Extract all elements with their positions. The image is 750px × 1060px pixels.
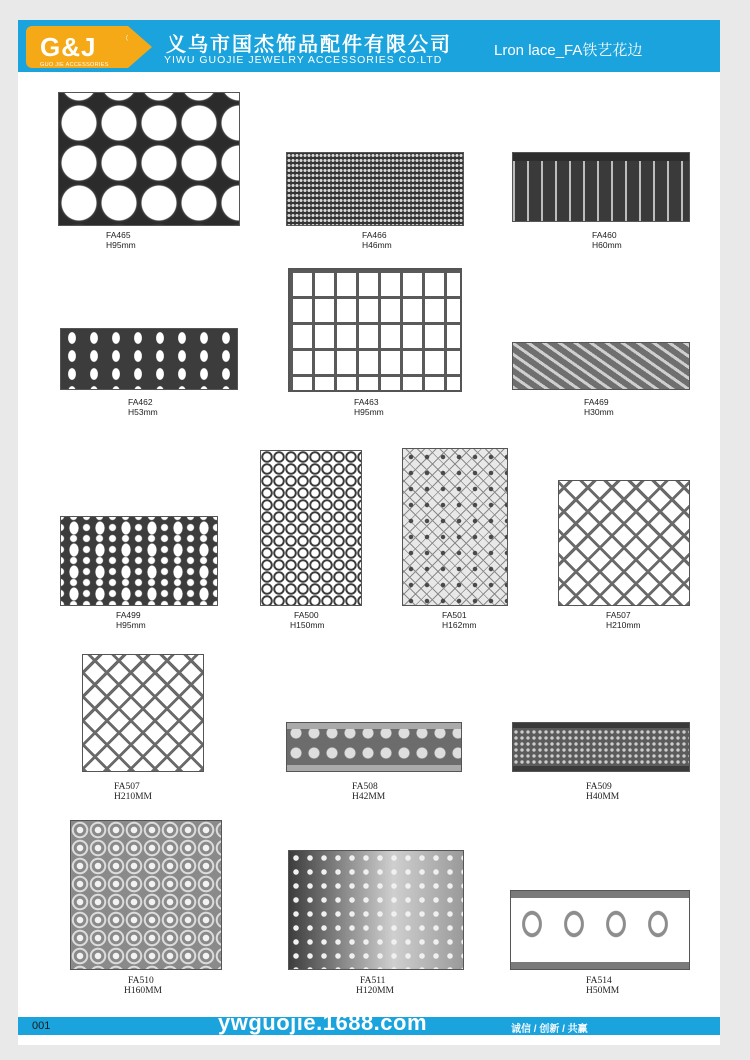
- product-height: H160MM: [124, 986, 163, 996]
- product-image: [60, 516, 218, 606]
- product-height: H42MM: [352, 792, 386, 802]
- product-height: H162mm: [442, 620, 477, 630]
- product-code: FA508: [352, 782, 378, 792]
- footer-bar: [18, 1010, 720, 1035]
- page-title: Lron lace_FA铁艺花边: [494, 42, 643, 59]
- product-code: FA507: [606, 610, 631, 620]
- product-height: H210MM: [114, 792, 153, 802]
- product-image: [512, 342, 690, 390]
- page-number: 001: [32, 1020, 51, 1032]
- product-code: FA465: [106, 230, 131, 240]
- product-height: H40MM: [586, 792, 620, 802]
- product-image: [82, 654, 204, 772]
- product-code: FA499: [116, 610, 141, 620]
- logo-text: G&J: [40, 32, 97, 62]
- product-code: FA501: [442, 610, 467, 620]
- product-height: H120MM: [356, 986, 395, 996]
- product-code: FA510: [128, 976, 154, 986]
- product-code: FA469: [584, 397, 609, 407]
- product-image: [512, 152, 690, 222]
- product-height: H50MM: [586, 986, 620, 996]
- product-height: H95mm: [116, 620, 146, 630]
- product-image: [260, 450, 362, 606]
- company-name-chinese: 义乌市国杰饰品配件有限公司: [166, 34, 452, 56]
- product-code: FA514: [586, 976, 612, 986]
- product-height: H53mm: [128, 407, 158, 417]
- product-image: [70, 820, 222, 970]
- product-image: [58, 92, 240, 226]
- product-image: [288, 268, 462, 392]
- product-height: H210mm: [606, 620, 641, 630]
- product-height: H60mm: [592, 240, 622, 250]
- product-image: [286, 722, 462, 772]
- product-image: [286, 152, 464, 226]
- product-height: H46mm: [362, 240, 392, 250]
- logo-arrow-shape: [128, 26, 152, 68]
- product-code: FA460: [592, 230, 617, 240]
- product-height: H150mm: [290, 620, 325, 630]
- product-image: [288, 850, 464, 970]
- product-code: FA509: [586, 782, 612, 792]
- product-height: H30mm: [584, 407, 614, 417]
- product-image: [558, 480, 690, 606]
- product-image: [402, 448, 508, 606]
- product-code: FA463: [354, 397, 379, 407]
- company-slogan: 诚信 / 创新 / 共赢: [511, 1024, 588, 1035]
- logo-subtitle: GUO JIE ACCESSORIES: [40, 62, 109, 68]
- product-image: [512, 722, 690, 772]
- company-name-english: YIWU GUOJIE JEWELRY ACCESSORIES CO.LTD: [164, 54, 443, 66]
- product-height: H95mm: [354, 407, 384, 417]
- website-link[interactable]: ywguojie.1688.com: [218, 1010, 428, 1035]
- catalog-page: [18, 20, 720, 1045]
- product-code: FA511: [360, 976, 386, 986]
- product-code: FA500: [294, 610, 319, 620]
- product-code: FA462: [128, 397, 153, 407]
- company-logo: [26, 26, 133, 68]
- product-image: [510, 890, 690, 970]
- product-code: FA466: [362, 230, 387, 240]
- product-code: FA507: [114, 782, 140, 792]
- registered-mark: ®: [126, 33, 133, 43]
- product-height: H95mm: [106, 240, 136, 250]
- product-image: [60, 328, 238, 390]
- header-banner: [18, 20, 720, 72]
